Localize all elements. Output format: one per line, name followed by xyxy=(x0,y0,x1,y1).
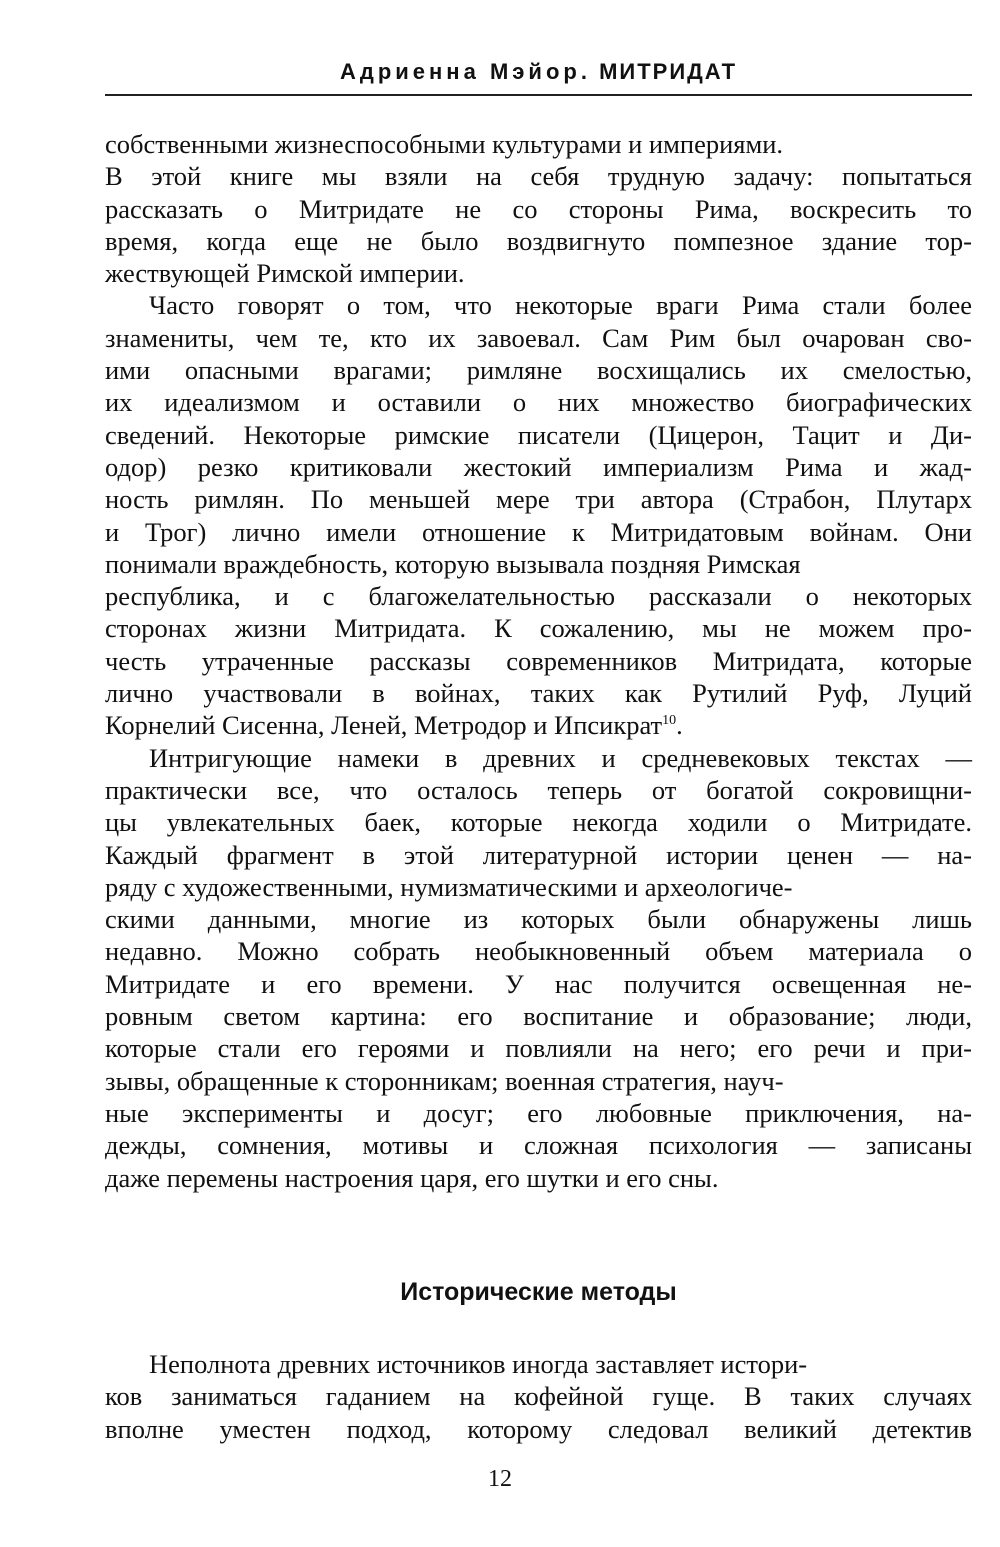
section-text xyxy=(105,1348,972,1445)
text-line: ими опасными врагами; римляне восхищались их смелостью, xyxy=(105,355,972,386)
text-line: сведений. Некоторые римские писатели (Цицерон, Тацит и Ди- xyxy=(105,419,972,450)
text-line: ков заниматься гаданием на кофейной гуще. В таких случаях xyxy=(105,1381,972,1412)
text-line: их идеализмом и оставили о них множество биографических xyxy=(105,387,972,418)
text-line: зывы, обращенные к сторонникам; военная стратегия, науч- xyxy=(105,1065,784,1096)
text-line: даже перемены настроения царя, его шутки и его сны. xyxy=(105,1162,719,1193)
text-line: лично участвовали в войнах, таких как Рутилий Руф, Луций xyxy=(105,678,972,709)
text-line: сторонах жизни Митридата. К сожалению, мы не можем про- xyxy=(105,613,972,644)
text-line: которые стали его героями и повлияли на него; его речи и при- xyxy=(105,1033,972,1064)
text-line: рассказать о Митридате не со стороны Рима, воскресить то xyxy=(105,193,972,224)
text-line: Неполнота древних источников иногда заставляет истори- xyxy=(149,1349,808,1379)
text-line: собственными жизнеспособными культурами и империями. xyxy=(105,129,784,159)
text-line: понимали враждебность, которую вызывала поздняя Римская xyxy=(105,548,801,579)
footnote-ref: 10 xyxy=(662,713,677,729)
text-line: цы увлекательных баек, которые некогда ходили о Митридате. xyxy=(105,807,972,838)
text-line: Каждый фрагмент в этой литературной истории ценен — на- xyxy=(105,839,972,870)
text-line: Часто говорят о том, что некоторые враги Рима стали более xyxy=(149,290,972,321)
text-line: республика, и с благожелательностью рассказали о некоторых xyxy=(105,581,972,612)
running-header xyxy=(105,52,972,96)
text-line: ряду с художественными, нумизматическими и археологиче- xyxy=(105,871,793,902)
main-text xyxy=(105,128,972,1194)
text-line: Корнелий Сисенна, Леней, Метродор и Ипсикрат$^{10}$. xyxy=(105,710,683,741)
text-line: практически все, что осталось теперь от богатой сокровищни- xyxy=(105,774,972,805)
text-line: В этой книге мы взяли на себя трудную задачу: попытаться xyxy=(105,161,972,192)
header-book-title: МИТРИДАТ xyxy=(599,59,738,84)
text-line: вполне уместен подход, которому следовал великий детектив xyxy=(105,1413,972,1444)
text-line: скими данными, многие из которых были обнаружены лишь xyxy=(105,904,972,935)
page-number: 12 xyxy=(488,1466,512,1492)
text-line: Митридате и его времени. У нас получится освещенная не- xyxy=(105,968,972,999)
section-heading: Исторические методы xyxy=(400,1278,677,1306)
text-line: ровным светом картина: его воспитание и образование; люди, xyxy=(105,1001,972,1032)
header-author: Адриенна Мэйор. xyxy=(339,59,591,84)
text-line: знамениты, чем те, кто их завоевал. Сам Рим был очарован сво- xyxy=(105,322,972,353)
text-line: время, когда еще не было воздвигнуто помпезное здание тор- xyxy=(105,225,972,256)
text-line: ные эксперименты и досуг; его любовные приключения, на- xyxy=(105,1097,972,1128)
text-line: одор) резко критиковали жестокий империализм Рима и жад- xyxy=(105,451,972,482)
text-line: честь утраченные рассказы современников Митридата, которые xyxy=(105,645,972,676)
text-line: недавно. Можно собрать необыкновенный объем материала о xyxy=(105,936,972,967)
text-line: дежды, сомнения, мотивы и сложная психология — записаны xyxy=(105,1130,972,1161)
text-line: жествующей Римской империи. xyxy=(105,258,465,289)
text-line: Интригующие намеки в древних и средневековых текстах — xyxy=(149,742,972,773)
header-title xyxy=(340,52,737,92)
text-line: и Трог) лично имели отношение к Митридатовым войнам. Они xyxy=(105,516,972,547)
text-line: ность римлян. По меньшей мере три автора (Страбон, Плутарх xyxy=(105,484,972,515)
